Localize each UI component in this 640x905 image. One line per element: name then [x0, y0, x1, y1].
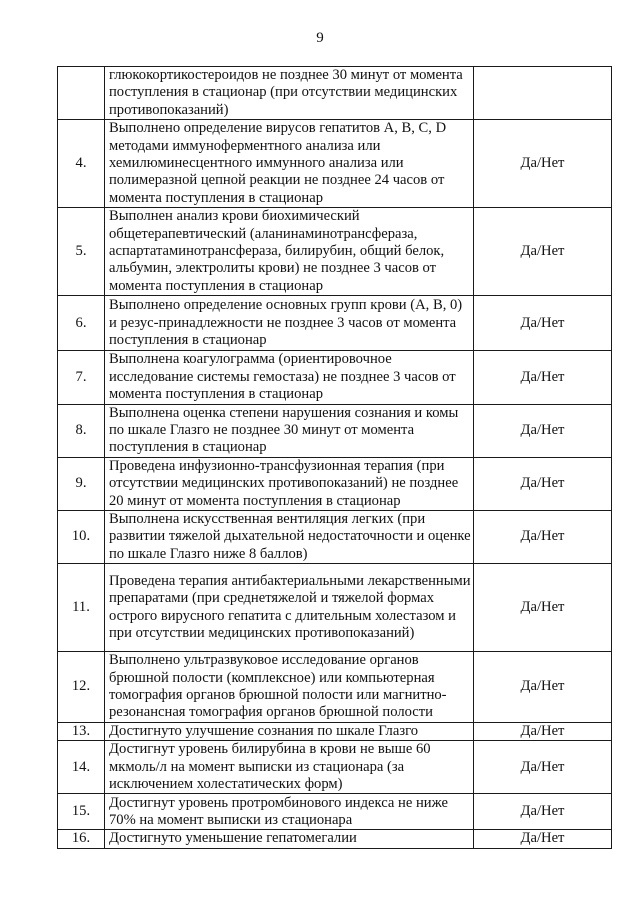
table-row	[58, 652, 612, 723]
criterion-text: глюкокортикостероидов не позднее 30 минут от момента поступления в стационар (при отсутствии медицинских противопоказаний)	[105, 67, 474, 120]
criterion-text: Выполнена оценка степени нарушения сознания и комы по шкале Глазго не позднее 30 минут от момента поступления в стационар	[105, 404, 474, 457]
criterion-text: Выполнено определение основных групп крови (А, В, 0) и резус-принадлежности не позднее 3 часов от момента поступления в стационар	[105, 296, 474, 351]
table-row	[58, 296, 612, 351]
answer-cell: Да/Нет	[474, 564, 612, 652]
row-number: 7.	[58, 351, 105, 404]
criterion-text: Выполнена коагулограмма (ориентировочное исследование системы гемостаза) не позднее 3 часов от момента поступления в стационар	[105, 351, 474, 404]
criterion-text: Проведена инфузионно-трансфузионная терапия (при отсутствии медицинских противопоказаний) не позднее 20 минут от момента поступления в стационар	[105, 457, 474, 510]
row-number: 5.	[58, 208, 105, 296]
table-row	[58, 120, 612, 208]
criterion-text: Выполнен анализ крови биохимический общетерапевтический (аланинаминотрансфераза, аспартатаминотрансфераза, билирубин, общий белок, альбумин, электролиты крови) не позднее 3 часов от момента поступления в стационар	[105, 208, 474, 296]
answer-cell: Да/Нет	[474, 457, 612, 510]
row-number: 8.	[58, 404, 105, 457]
answer-cell: Да/Нет	[474, 351, 612, 404]
answer-cell: Да/Нет	[474, 120, 612, 208]
answer-cell: Да/Нет	[474, 794, 612, 830]
table-row	[58, 67, 612, 120]
table-row	[58, 457, 612, 510]
row-number: 13.	[58, 722, 105, 740]
criterion-text: Достигнут уровень билирубина в крови не выше 60 мкмоль/л на момент выписки из стационара (за исключением холестатических форм)	[105, 741, 474, 794]
row-number: 9.	[58, 457, 105, 510]
row-number: 16.	[58, 830, 105, 848]
table-row	[58, 722, 612, 740]
criterion-text: Достигнуто улучшение сознания по шкале Глазго	[105, 722, 474, 740]
row-number: 15.	[58, 794, 105, 830]
row-number	[58, 67, 105, 120]
criterion-text: Достигнуто уменьшение гепатомегалии	[105, 830, 474, 848]
answer-cell: Да/Нет	[474, 208, 612, 296]
table-row	[58, 741, 612, 794]
answer-cell: Да/Нет	[474, 722, 612, 740]
table-row	[58, 794, 612, 830]
row-number: 11.	[58, 564, 105, 652]
criterion-text: Проведена терапия антибактериальными лекарственными препаратами (при среднетяжелой и тяжелой формах острого вирусного гепатита с длительным холестазом и при отсутствии медицинских противопоказаний)	[105, 564, 474, 652]
table-row	[58, 510, 612, 563]
table-row	[58, 404, 612, 457]
row-number: 14.	[58, 741, 105, 794]
page-number: 9	[316, 30, 324, 46]
answer-cell: Да/Нет	[474, 296, 612, 351]
row-number: 10.	[58, 510, 105, 563]
criterion-text: Выполнено определение вирусов гепатитов А, В, С, D методами иммуноферментного анализа или хемилюминесцентного иммунного анализа или полимеразной цепной реакции не позднее 24 часов от момента поступления в стационар	[105, 120, 474, 208]
row-number: 12.	[58, 652, 105, 723]
table-row	[58, 564, 612, 652]
criterion-text: Выполнено ультразвуковое исследование органов брюшной полости (комплексное) или компьютерная томография органов брюшной полости или магнитно-резонансная томография органов брюшной полости	[105, 652, 474, 723]
row-number: 4.	[58, 120, 105, 208]
answer-cell	[474, 67, 612, 120]
row-number: 6.	[58, 296, 105, 351]
criterion-text: Достигнут уровень протромбинового индекса не ниже 70% на момент выписки из стационара	[105, 794, 474, 830]
quality-criteria-table	[57, 66, 612, 849]
table-row	[58, 830, 612, 848]
answer-cell: Да/Нет	[474, 652, 612, 723]
criterion-text: Выполнена искусственная вентиляция легких (при развитии тяжелой дыхательной недостаточности и оценке по шкале Глазго ниже 8 баллов)	[105, 510, 474, 563]
table-row	[58, 351, 612, 404]
answer-cell: Да/Нет	[474, 404, 612, 457]
answer-cell: Да/Нет	[474, 510, 612, 563]
answer-cell: Да/Нет	[474, 741, 612, 794]
answer-cell: Да/Нет	[474, 830, 612, 848]
table-row	[58, 208, 612, 296]
